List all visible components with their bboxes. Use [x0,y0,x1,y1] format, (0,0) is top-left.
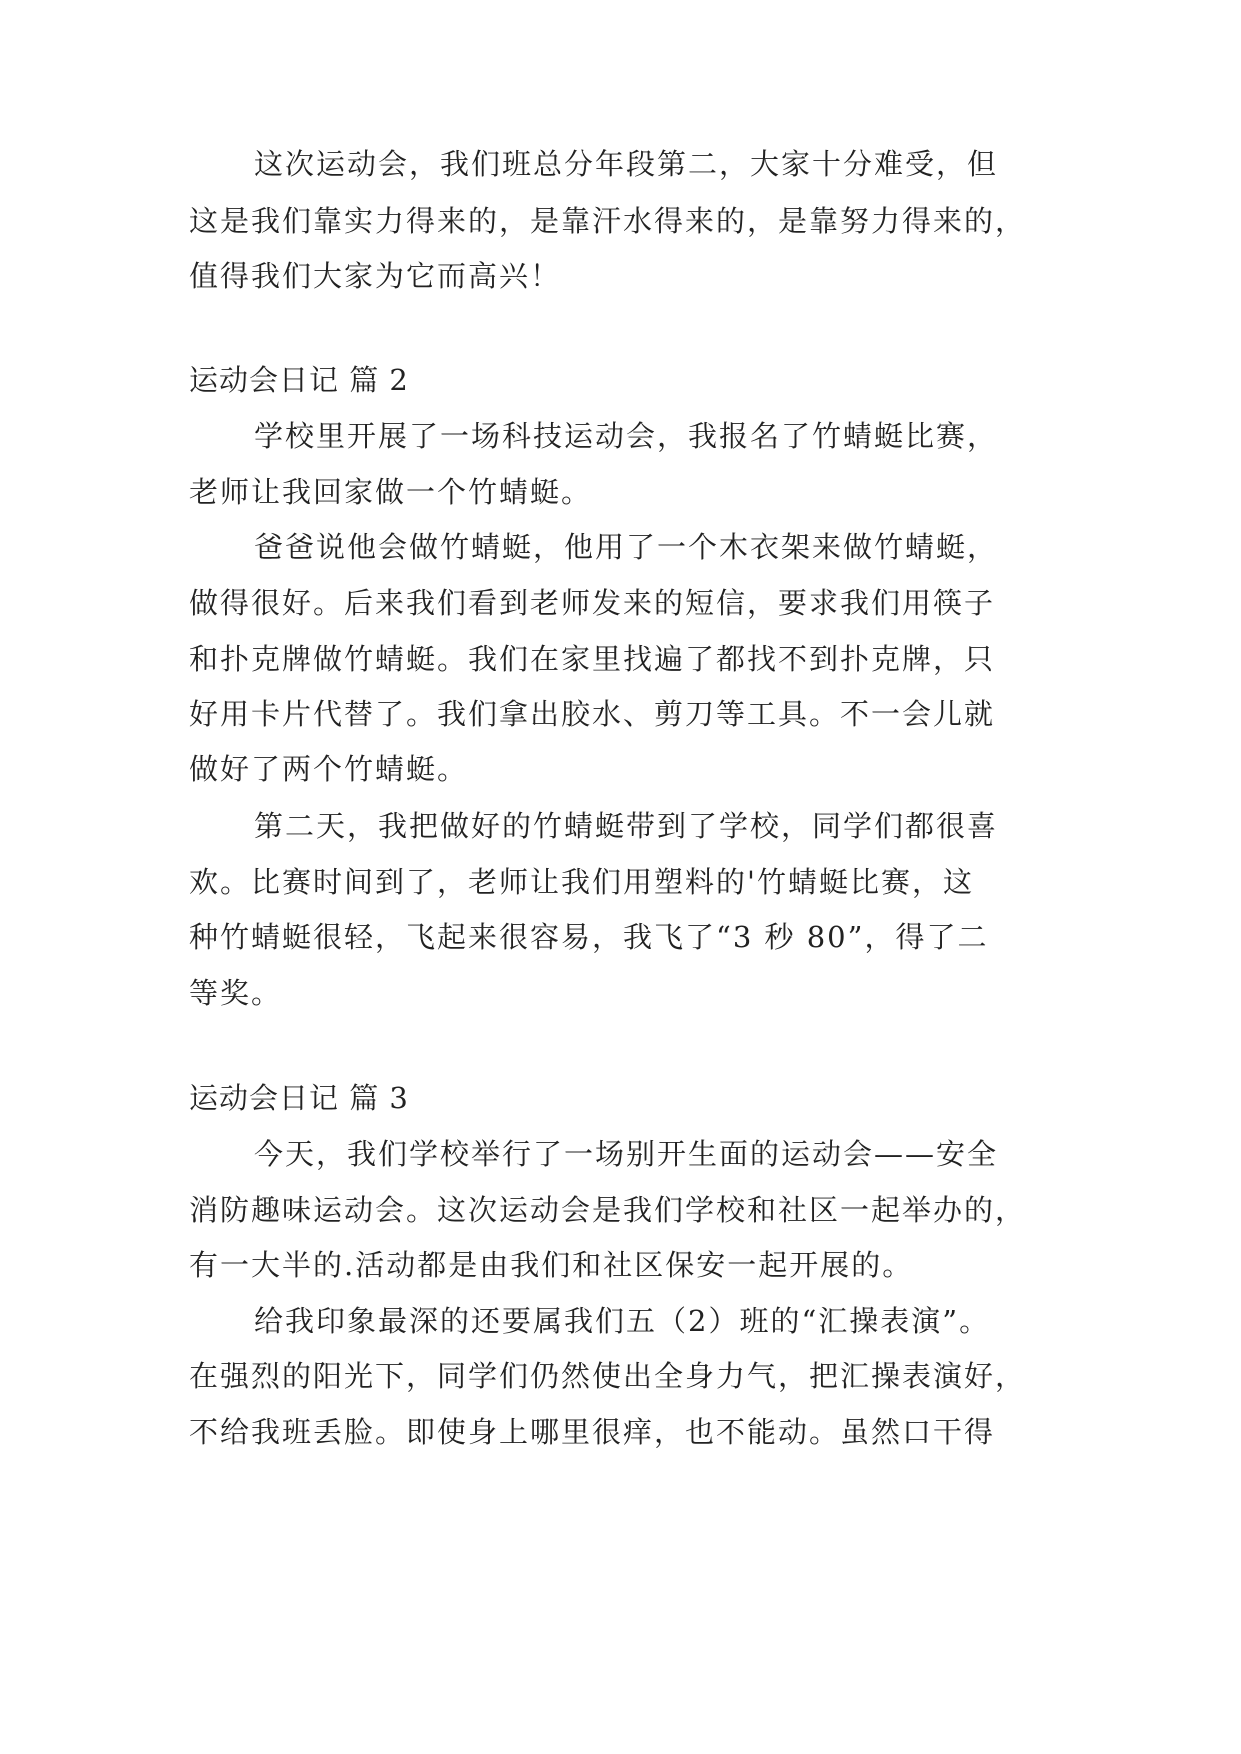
section-heading: 运动会日记 篇 2 [189,363,409,397]
paragraph-line: 老师让我回家做一个竹蜻蜓。 [189,475,593,509]
paragraph-line: 不给我班丢脸。即使身上哪里很痒，也不能动。虽然口干得 [189,1415,996,1449]
paragraph-line: 给我印象最深的还要属我们五（2）班的“汇操表演”。 [254,1304,991,1338]
paragraph-line: 有一大半的.活动都是由我们和社区保安一起开展的。 [189,1248,914,1282]
paragraph-line: 值得我们大家为它而高兴！ [189,259,562,293]
paragraph-line: 做好了两个竹蜻蜓。 [189,752,469,786]
paragraph-line: 和扑克牌做竹蜻蜓。我们在家里找遍了都找不到扑克牌，只 [189,642,996,676]
paragraph-line: 欢。比赛时间到了，老师让我们用塑料的'竹蜻蜓比赛，这 [189,865,974,899]
paragraph-line: 这是我们靠实力得来的，是靠汗水得来的，是靠努力得来的， [189,204,1027,238]
paragraph-line: 消防趣味运动会。这次运动会是我们学校和社区一起举办的， [189,1193,1027,1227]
paragraph-line: 种竹蜻蜓很轻，飞起来很容易，我飞了“3 秒 80”，得了二 [189,920,989,954]
paragraph-line: 学校里开展了一场科技运动会，我报名了竹蜻蜓比赛， [254,419,999,453]
paragraph-line: 这次运动会，我们班总分年段第二，大家十分难受，但 [254,147,999,181]
paragraph-line: 在强烈的阳光下，同学们仍然使出全身力气，把汇操表演好， [189,1359,1027,1393]
paragraph-line: 好用卡片代替了。我们拿出胶水、剪刀等工具。不一会儿就 [189,697,996,731]
section-heading: 运动会日记 篇 3 [189,1081,409,1115]
paragraph-line: 做得很好。后来我们看到老师发来的短信，要求我们用筷子 [189,586,996,620]
paragraph-line: 爸爸说他会做竹蜻蜓，他用了一个木衣架来做竹蜻蜓， [254,530,999,564]
paragraph-line: 今天，我们学校举行了一场别开生面的运动会——安全 [254,1137,999,1171]
paragraph-line: 第二天，我把做好的竹蜻蜓带到了学校，同学们都很喜 [254,809,999,843]
paragraph-line: 等奖。 [189,976,283,1010]
